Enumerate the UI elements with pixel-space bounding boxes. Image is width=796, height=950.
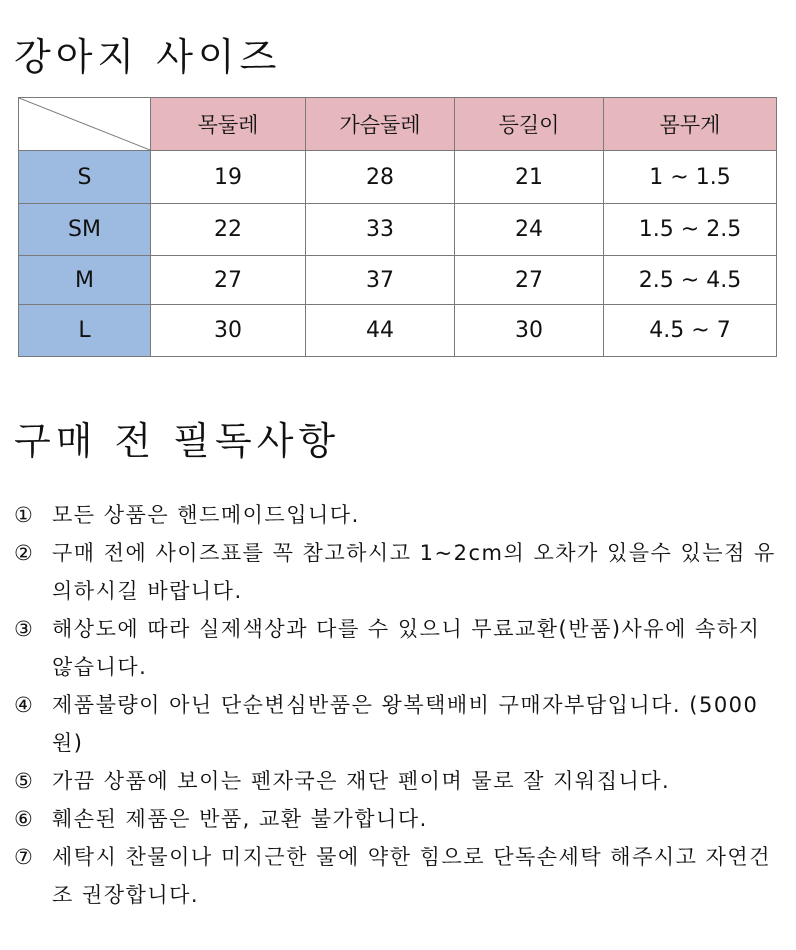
diagonal-line	[19, 98, 150, 150]
table-row	[19, 151, 777, 204]
list-item	[14, 762, 784, 800]
item-number: ⑥	[14, 807, 35, 831]
column-header-chest: 가슴둘레	[306, 98, 455, 151]
cell-neck: 19	[151, 151, 306, 204]
size-table	[18, 97, 777, 357]
column-header-weight: 몸무게	[604, 98, 777, 151]
row-header-size: M	[19, 256, 151, 305]
cell-neck: 22	[151, 204, 306, 256]
cell-back-length: 24	[455, 204, 604, 256]
list-item	[14, 534, 784, 610]
column-header-neck: 목둘레	[151, 98, 306, 151]
list-item	[14, 610, 784, 686]
item-number: ⑦	[14, 845, 35, 869]
item-text: 가끔 상품에 보이는 펜자국은 재단 펜이며 물로 잘 지워집니다.	[52, 769, 671, 793]
cell-weight: 1.5 ~ 2.5	[604, 204, 777, 256]
item-text: 모든 상품은 핸드메이드입니다.	[52, 503, 360, 527]
item-text: 구매 전에 사이즈표를 꼭 참고하시고 1~2cm의 오차가 있을수 있는점 유의하시길 바랍니다.	[52, 541, 776, 603]
cell-chest: 37	[306, 256, 455, 305]
list-item	[14, 686, 784, 762]
cell-chest: 33	[306, 204, 455, 256]
item-text: 세탁시 찬물이나 미지근한 물에 약한 힘으로 단독손세탁 해주시고 자연건조 권장합니다.	[52, 845, 771, 907]
table-row	[19, 256, 777, 305]
cell-weight: 1 ~ 1.5	[604, 151, 777, 204]
item-text: 훼손된 제품은 반품, 교환 불가합니다.	[52, 807, 428, 831]
notice-title: 구매 전 필독사항	[14, 419, 341, 463]
list-item	[14, 496, 784, 534]
item-number: ③	[14, 617, 35, 641]
row-header-size: SM	[19, 204, 151, 256]
item-number: ④	[14, 693, 35, 717]
cell-back-length: 21	[455, 151, 604, 204]
item-number: ①	[14, 503, 35, 527]
cell-back-length: 30	[455, 305, 604, 357]
cell-weight: 2.5 ~ 4.5	[604, 256, 777, 305]
table-header-row	[19, 98, 777, 151]
list-item	[14, 838, 784, 914]
table-row	[19, 305, 777, 357]
notice-list	[14, 496, 784, 914]
list-item	[14, 800, 784, 838]
cell-chest: 44	[306, 305, 455, 357]
cell-weight: 4.5 ~ 7	[604, 305, 777, 357]
cell-chest: 28	[306, 151, 455, 204]
cell-back-length: 27	[455, 256, 604, 305]
item-number: ②	[14, 541, 35, 565]
size-chart-title: 강아지 사이즈	[14, 35, 282, 79]
table-row	[19, 204, 777, 256]
cell-neck: 27	[151, 256, 306, 305]
row-header-size: L	[19, 305, 151, 357]
item-text: 해상도에 따라 실제색상과 다를 수 있으니 무료교환(반품)사유에 속하지 않습니다.	[52, 617, 761, 679]
item-number: ⑤	[14, 769, 35, 793]
item-text: 제품불량이 아닌 단순변심반품은 왕복택배비 구매자부담입니다. (5000원)	[52, 693, 759, 755]
row-header-size: S	[19, 151, 151, 204]
column-header-back-length: 등길이	[455, 98, 604, 151]
table-corner-cell	[19, 98, 151, 151]
cell-neck: 30	[151, 305, 306, 357]
